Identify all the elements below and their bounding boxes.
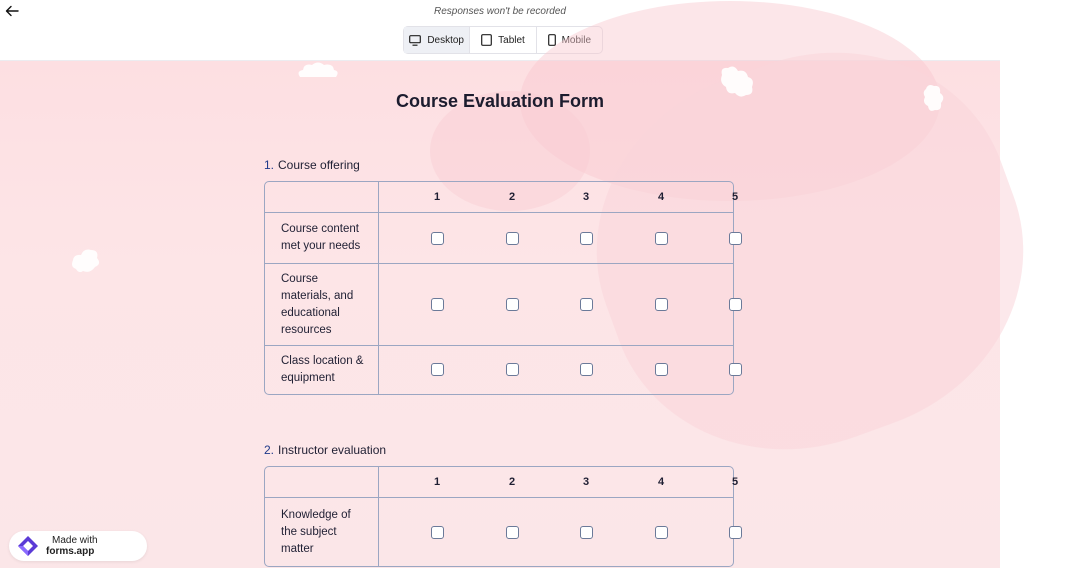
question-title: Course offering: [278, 158, 360, 172]
rating-checkbox[interactable]: [506, 298, 519, 311]
desktop-icon: [409, 35, 421, 46]
rating-checkbox[interactable]: [580, 232, 593, 245]
rating-checkbox[interactable]: [506, 232, 519, 245]
matrix-row: [265, 264, 733, 346]
column-header: 2: [508, 191, 516, 203]
form-canvas: [0, 61, 1000, 568]
rating-checkbox[interactable]: [580, 363, 593, 376]
column-header: 1: [433, 191, 441, 203]
desktop-button[interactable]: [404, 27, 470, 53]
matrix-corner-cell: [265, 182, 379, 212]
rating-matrix: [264, 181, 739, 395]
rating-checkbox[interactable]: [729, 363, 742, 376]
rating-checkbox[interactable]: [580, 526, 593, 539]
badge-prefix: Made with: [52, 535, 98, 546]
rating-checkbox[interactable]: [506, 363, 519, 376]
rating-checkbox[interactable]: [729, 232, 742, 245]
rating-checkbox[interactable]: [655, 363, 668, 376]
form-title: Course Evaluation Form: [395, 91, 605, 111]
badge-text: [46, 535, 147, 557]
question-number: 2.: [264, 443, 275, 457]
matrix-corner-cell: [265, 467, 379, 497]
column-header: 5: [731, 476, 739, 488]
forms-app-logo-icon: [16, 534, 40, 558]
rating-matrix: [264, 466, 739, 567]
rating-checkbox[interactable]: [431, 526, 444, 539]
column-header: 1: [433, 476, 441, 488]
rating-checkbox[interactable]: [729, 526, 742, 539]
matrix-header-row: [265, 182, 739, 213]
cloud-decoration: [70, 245, 102, 275]
column-header: 3: [582, 191, 590, 203]
mobile-icon: [548, 34, 556, 46]
rating-checkbox[interactable]: [655, 232, 668, 245]
column-header: 5: [731, 191, 739, 203]
column-header: 3: [582, 476, 590, 488]
row-label: Knowledge of the subject matter: [265, 498, 379, 566]
made-with-badge[interactable]: [9, 531, 147, 561]
rating-checkbox[interactable]: [655, 298, 668, 311]
rating-checkbox[interactable]: [729, 298, 742, 311]
row-label: Course content met your needs: [265, 213, 379, 263]
tablet-icon: [481, 34, 492, 46]
matrix-row: [265, 346, 733, 394]
badge-brand: forms.app: [46, 546, 95, 557]
responses-notice: Responses won't be recorded: [434, 6, 566, 17]
question-label: [264, 158, 360, 172]
matrix-row: [265, 498, 733, 566]
matrix-header-row: [265, 467, 739, 498]
tablet-label: Tablet: [498, 34, 525, 46]
matrix-row: [265, 213, 733, 264]
mobile-label: Mobile: [561, 34, 592, 46]
question-number: 1.: [264, 158, 275, 172]
desktop-label: Desktop: [427, 34, 464, 46]
rating-checkbox[interactable]: [506, 526, 519, 539]
question-label: [264, 443, 386, 457]
rating-checkbox[interactable]: [655, 526, 668, 539]
row-label: Class location & equipment: [265, 346, 379, 394]
column-header: 4: [657, 476, 665, 488]
rating-checkbox[interactable]: [431, 232, 444, 245]
row-label: Course materials, and educational resources: [265, 264, 379, 345]
rating-checkbox[interactable]: [431, 363, 444, 376]
tablet-button[interactable]: [470, 27, 536, 53]
rating-checkbox[interactable]: [431, 298, 444, 311]
question-title: Instructor evaluation: [278, 443, 387, 457]
column-header: 4: [657, 191, 665, 203]
cloud-decoration: [296, 61, 340, 79]
column-header: 2: [508, 476, 516, 488]
rating-checkbox[interactable]: [580, 298, 593, 311]
